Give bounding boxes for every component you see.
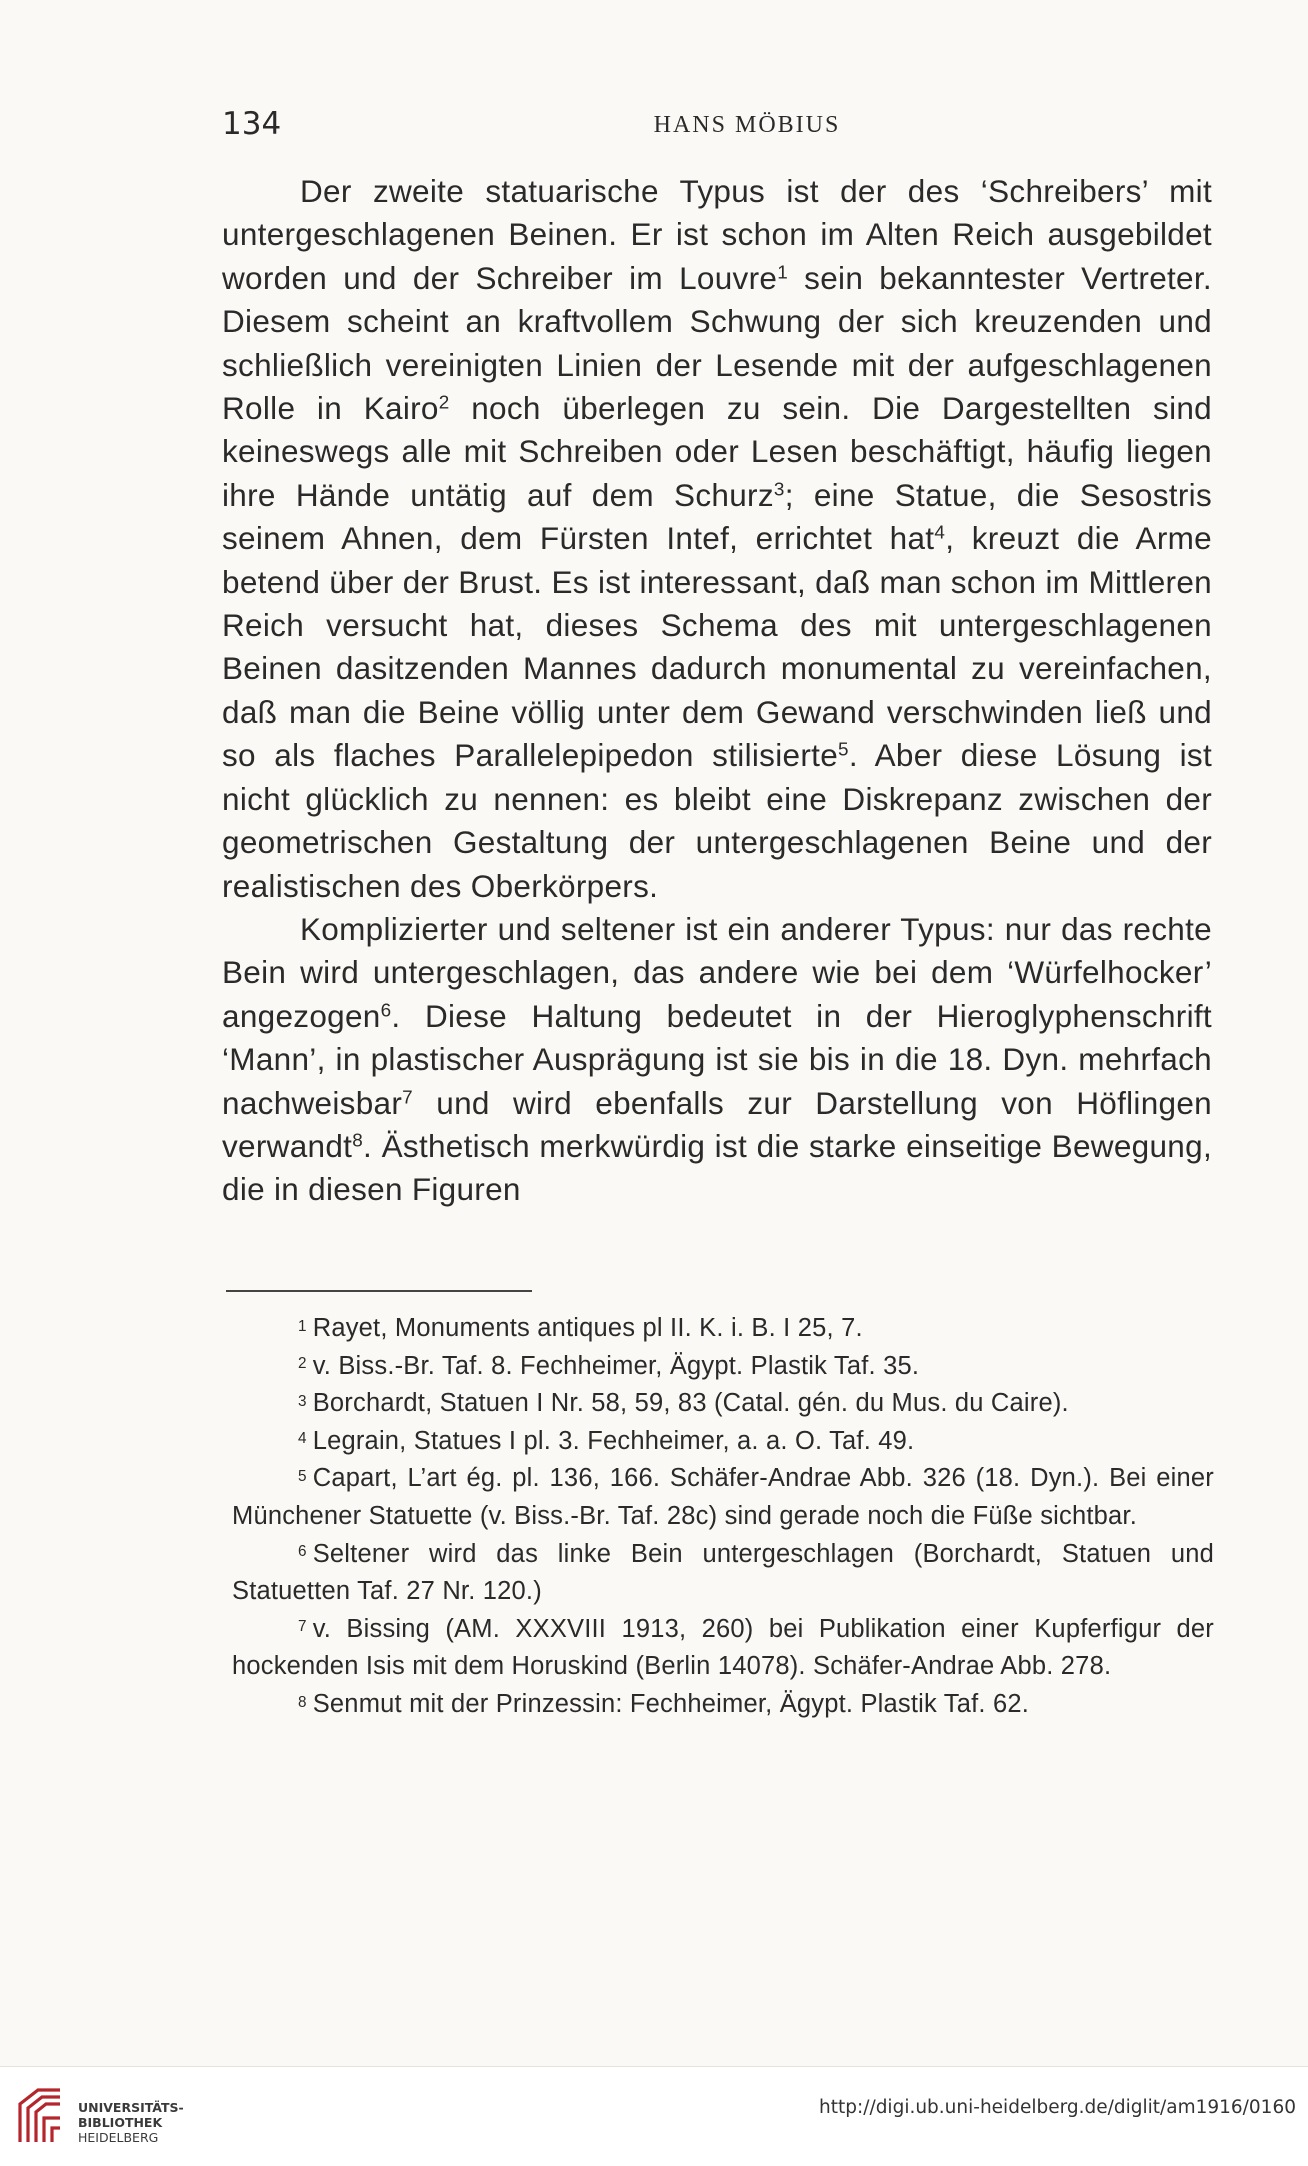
- footnote: [232, 1310, 1214, 1348]
- text-run: noch überlegen zu sein. Die Dargestellten sind keineswegs alle mit Schreiben oder Lesen beschäftigt, häufig liegen ihre Hände untätig auf dem Schurz: [222, 390, 1213, 513]
- logo-strokes: [20, 2090, 60, 2142]
- footnote-reference: 8: [352, 1130, 364, 1152]
- library-name: [78, 2100, 184, 2145]
- footnote-marker: 1: [298, 1317, 307, 1335]
- footnote-text: v. Bissing (AM. XXXVIII 1913, 260) bei Publikation einer Kupferfigur der hockenden Isis mit dem Horuskind (Berlin 14078). Schäfer-Andrae Abb. 278.: [232, 1614, 1214, 1681]
- footnote-reference: 5: [838, 739, 849, 761]
- text-run: Komplizierter und seltener ist ein anderer Typus: nur das rechte Bein wird untergeschlagen, das andere wie bei dem ‘Würfelhocker’ angezogen: [222, 910, 1212, 1034]
- footnote-text: Seltener wird das linke Bein untergeschlagen (Borchardt, Statuen und Statuetten Taf. 27 Nr. 120.): [232, 1539, 1214, 1606]
- footnote: [232, 1460, 1214, 1535]
- footnote: [232, 1536, 1214, 1611]
- text-run: ; eine Statue, die Sesostris seinem Ahnen, dem Fürsten Intef, errichtet hat: [222, 476, 1212, 557]
- footnote-reference: 1: [777, 262, 789, 284]
- footnote-text: Legrain, Statues I pl. 3. Fechheimer, a. a. O. Taf. 49.: [312, 1426, 915, 1455]
- page-header: [222, 106, 1212, 146]
- footnote-text: Rayet, Monuments antiques pl II. K. i. B. I 25, 7.: [312, 1314, 863, 1342]
- text-run: . Diese Haltung bedeutet in der Hieroglyphenschrift ‘Mann’, in plastischer Ausprägung ist sie bis in die 18. Dyn. mehrfach nachweisbar: [222, 997, 1212, 1121]
- footnote-text: Capart, L’art ég. pl. 136, 166. Schäfer-Andrae Abb. 326 (18. Dyn.). Bei einer Münchener Statuette (v. Biss.-Br. Taf. 28c) sind gerade noch die Füße sichtbar.: [232, 1464, 1214, 1530]
- footnote-text: Senmut mit der Prinzessin: Fechheimer, Ägypt. Plastik Taf. 62.: [312, 1689, 1030, 1718]
- footnote: [232, 1686, 1214, 1724]
- page-number: 134: [222, 106, 282, 142]
- footnote-reference: 7: [402, 1087, 413, 1109]
- text-run: sein bekanntester Vertreter. Diesem scheint an kraftvollem Schwung der sich kreuzenden und schließlich vereinigten Linien der Lesende mit der aufgeschlagenen Rolle in Kairo: [222, 259, 1212, 427]
- library-name-line: HEIDELBERG: [78, 2130, 159, 2145]
- text-run: . Aber diese Lösung ist nicht glücklich zu nennen: es bleibt eine Diskrepanz zwischen der geometrischen Gestaltung der untergeschlagenen Beine und der realistischen des Oberkörpers.: [222, 737, 1212, 904]
- library-name-line: BIBLIOTHEK: [78, 2115, 163, 2130]
- paragraph: [222, 170, 1212, 908]
- footnote-divider: [226, 1290, 532, 1292]
- library-name-line: UNIVERSITÄTS-: [78, 2100, 184, 2115]
- footnote: [232, 1611, 1214, 1686]
- text-run: Der zweite statuarische Typus ist der des ‘Schreibers’ mit untergeschlagenen Beinen. Er ist schon im Alten Reich ausgebildet worden und der Schreiber im Louvre: [222, 173, 1212, 296]
- footnotes: [232, 1310, 1214, 1724]
- body-text: [222, 170, 1212, 1212]
- footnote-marker: 2: [298, 1355, 307, 1373]
- footnote: [232, 1385, 1214, 1423]
- footnote-marker: 8: [298, 1693, 307, 1711]
- footnote-reference: 6: [380, 1000, 392, 1022]
- footnote-reference: 3: [773, 479, 785, 501]
- footnote: [232, 1348, 1214, 1386]
- text-run: . Ästhetisch merkwürdig ist die starke einseitige Bewegung, die in diesen Figuren: [222, 1127, 1212, 1208]
- footnote-marker: 6: [298, 1543, 307, 1561]
- ub-heidelberg-logo-icon[interactable]: [14, 2084, 66, 2146]
- footer-bar: [0, 2066, 1308, 2166]
- footnote: [232, 1423, 1214, 1461]
- footnote-marker: 5: [298, 1468, 307, 1486]
- paragraph: [222, 908, 1212, 1212]
- logo-graphic: [14, 2084, 66, 2146]
- text-run: und wird ebenfalls zur Darstellung von Höflingen verwandt: [222, 1084, 1212, 1164]
- footnote-marker: 7: [298, 1618, 307, 1636]
- footnote-marker: 3: [298, 1392, 307, 1410]
- footnote-reference: 4: [934, 522, 946, 544]
- footnote-marker: 4: [298, 1430, 307, 1448]
- footnote-text: v. Biss.-Br. Taf. 8. Fechheimer, Ägypt. Plastik Taf. 35.: [312, 1351, 920, 1380]
- text-run: , kreuzt die Arme betend über der Brust. Es ist interessant, daß man schon im Mittleren Reich versucht hat, dieses Schema des mit untergeschlagenen Beinen dasitzenden Mannes dadurch monumental zu vereinfachen, daß man die Beine völlig unter dem Gewand verschwinden ließ und so als flaches Parallelepipedon stilisierte: [222, 520, 1212, 774]
- permalink-url[interactable]: http://digi.ub.uni-heidelberg.de/diglit/am1916/0160: [819, 2097, 1296, 2118]
- footnote-reference: 2: [438, 392, 450, 414]
- footnote-text: Borchardt, Statuen I Nr. 58, 59, 83 (Catal. gén. du Mus. du Caire).: [312, 1389, 1069, 1418]
- running-head: HANS MÖBIUS: [653, 112, 841, 138]
